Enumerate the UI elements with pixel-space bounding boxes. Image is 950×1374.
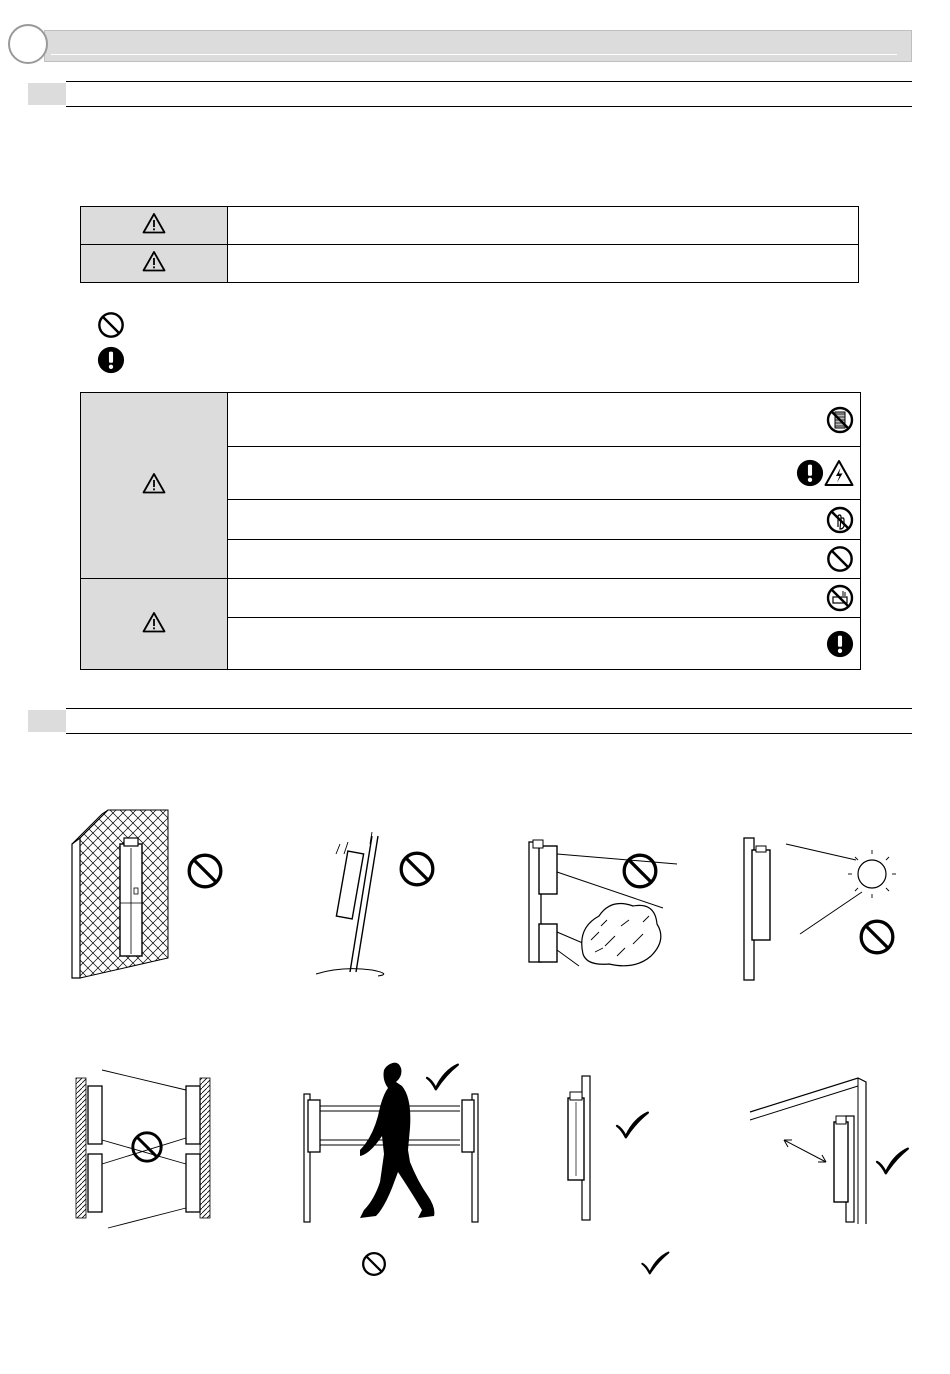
precaution-row-3	[228, 500, 861, 540]
prohibited-icon	[861, 921, 893, 953]
no-wet-icon	[826, 584, 854, 612]
warning-triangle-icon	[142, 212, 166, 234]
mandatory-icon	[796, 459, 824, 487]
prohibited-icon	[97, 311, 125, 339]
precaution-row-6	[228, 618, 861, 670]
precaution-group-1-label	[81, 393, 228, 579]
figure-sensor-on-pole	[552, 1072, 662, 1222]
page-header-bar	[44, 30, 912, 62]
figure-sensor-clearance-from-wall	[746, 1076, 916, 1226]
prohibited-icon	[401, 853, 433, 885]
warning-triangle-icon	[142, 250, 166, 272]
signal-word-table	[80, 206, 859, 283]
checkmark-icon	[427, 1065, 458, 1090]
figure-sensor-beam-blocked-by-bush	[525, 836, 685, 976]
prohibited-icon	[826, 545, 854, 573]
no-disassemble-icon	[826, 405, 854, 435]
mandatory-icon	[97, 346, 125, 374]
prohibited-icon	[624, 855, 656, 887]
section-2-number-tab	[28, 710, 66, 732]
signal-word-cell-2	[81, 245, 228, 283]
signal-word-cell-1	[81, 207, 228, 245]
electric-shock-warning-icon	[824, 459, 854, 487]
prohibited-icon	[361, 1251, 387, 1277]
mandatory-icon	[826, 630, 854, 658]
figure-person-walking-through-beams	[298, 1058, 488, 1226]
no-touch-icon	[826, 506, 854, 534]
warning-triangle-icon	[142, 611, 166, 633]
precaution-row-2	[228, 447, 861, 500]
checkmark-icon	[617, 1113, 648, 1138]
signal-word-desc-2	[228, 245, 859, 283]
page-header-circle	[8, 24, 48, 64]
section-1-number-tab	[28, 83, 66, 105]
signal-word-desc-1	[228, 207, 859, 245]
figure-sensor-on-unstable-pole	[312, 830, 452, 980]
figure-sensor-facing-sun	[738, 836, 908, 986]
figure-sensor-on-fence	[68, 808, 258, 983]
checkmark-icon	[877, 1149, 908, 1174]
checkmark-icon	[640, 1250, 670, 1276]
section-2-heading	[66, 708, 912, 734]
precaution-row-4	[228, 540, 861, 579]
precaution-row-5	[228, 579, 861, 618]
figure-stacked-sensors-crossed-beams	[72, 1068, 222, 1232]
precaution-row-1	[228, 393, 861, 447]
prohibited-icon	[189, 855, 221, 887]
warning-triangle-icon	[142, 472, 166, 494]
precaution-group-2-label	[81, 579, 228, 670]
precautions-table	[80, 392, 861, 670]
section-1-heading	[66, 81, 912, 107]
